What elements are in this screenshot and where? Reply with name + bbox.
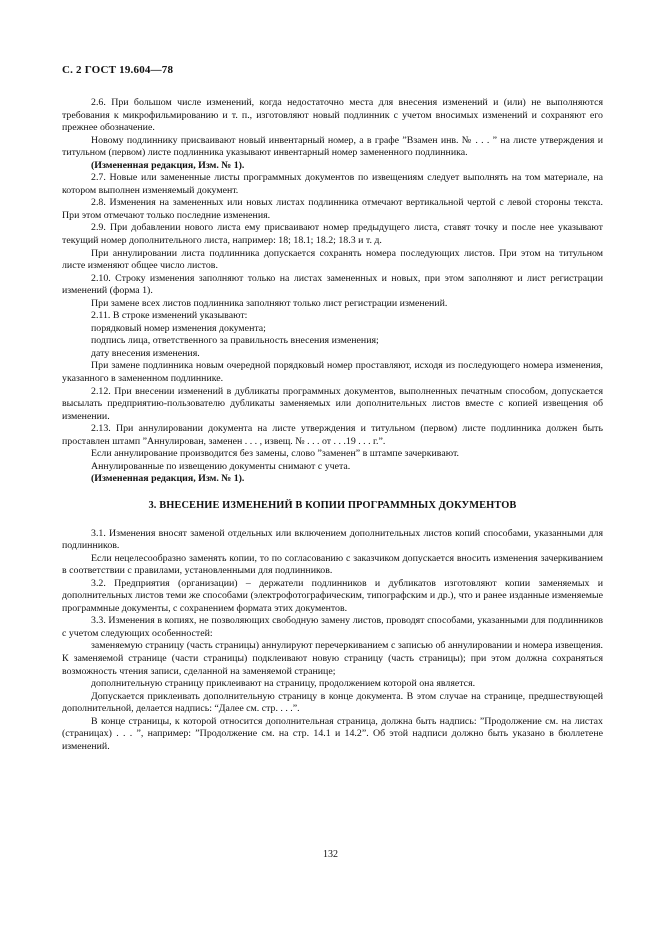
list-item: дату внесения изменения.: [91, 347, 200, 359]
paragraph-2-10: 2.10. Строку изменения заполняют только на листах замененных и новых, при этом заполняют и лист регистрации изменений (форма 1).: [62, 272, 603, 297]
section-title: 3. ВНЕСЕНИЕ ИЗМЕНЕНИЙ В КОПИИ ПРОГРАММНЫХ ДОКУМЕНТОВ: [148, 499, 517, 511]
paragraph-3-3: 3.3. Изменения в копиях, не позволяющих свободную замену листов, проводят способами, указанными для подлинников с учетом следующих особенностей:: [62, 615, 603, 639]
paragraph-annul-sheet: При аннулировании листа подлинника допускается сохранять номера последующих листов. При этом на титульном листе изменяют общее число листов.: [62, 247, 603, 272]
edition-note: (Измененная редакция, Изм. № 1).: [91, 473, 245, 485]
paragraph-new-inventory: Новому подлиннику присваивают новый инвентарный номер, а в графе ”Взамен инв. № . . . ” на листе утверждения и титульном (первом) листе подлинника указывают инвентарный номер замененного подлинника.: [62, 134, 603, 159]
paragraph-2-11: 2.11. В строке изменений указывают:: [91, 310, 248, 322]
paragraph-additional-page: дополнительную страницу приклеивают на страницу, продолжением которой она является.: [91, 678, 476, 690]
list-item: порядковый номер изменения документа;: [91, 322, 266, 334]
paragraph-2-9: 2.9. При добавлении нового листа ему присваивают номер предыдущего листа, ставят точку и после нее указывают текущий номер дополнительного листа, например: 18; 18.1; 18.2; 18.3 и т. д.: [62, 222, 603, 247]
paragraph-2-7: 2.7. Новые или замененные листы программных документов по извещениям следует выполнять на том материале, на котором выполнен изменяемый документ.: [62, 172, 603, 196]
paragraph-2-13: 2.13. При аннулировании документа на листе утверждения и титульном (первом) листе подлинника должен быть проставлен штамп ”Аннулирован, заменен . . . , извещ. № . . . от . . .19 . . . г.”.: [62, 423, 603, 447]
paragraph-annulled-removed: Аннулированные по извещению документы снимают с учета.: [91, 460, 351, 472]
document-body: [62, 97, 603, 753]
edition-note: (Измененная редакция, Изм. № 1).: [91, 159, 245, 171]
paragraph-2-6: 2.6. При большом числе изменений, когда недостаточно места для внесения изменений и (или) не выполняются требования к микрофильмированию и т. п., изготовляют новый подлинник с учетом вносимых изменений и сохраняют его прежнее обозначение.: [62, 97, 603, 134]
list-item: подпись лица, ответственного за правильность внесения изменения;: [91, 335, 379, 347]
paragraph-end-of-doc: Допускается приклеивать дополнительную страницу в конце документа. В этом случае на странице, предшествующей дополнительной, делается надпись: “Далее см. стр. . . .”.: [62, 690, 603, 715]
paragraph-3-2: 3.2. Предприятия (организации) – держатели подлинников и дубликатов изготовляют копии заменяемых и дополнительных листов теми же способами (электрофотографическим, типографским и др.), что и ранее изданные изменяемые программные документы, с сохранением формата этих документов.: [62, 577, 603, 614]
page-number: 132: [323, 849, 338, 860]
paragraph-2-12: 2.12. При внесении изменений в дубликаты программных документов, выполненных печатным способом, допускается высылать предприятию-пользователю дубликаты заменяемых или дополнительных листов вместе с копией извещения об изменении.: [62, 385, 603, 422]
paragraph-replaced-page: заменяемую страницу (часть страницы) аннулируют перечеркиванием с записью об аннулировании и номера извещения. К заменяемой странице (части страницы) подклеивают новую страницу (часть страницы); при этом должна сохраняться возможность чтения записи, сделанной на заменяемой странице;: [62, 640, 603, 677]
paragraph-end-of-page: В конце страницы, к которой относится дополнительная страница, должна быть надпись: ”Продолжение см. на листах (страницах) . . . ”, например: ”Продолжение см. на стр. 14.1 и 14.2”. Об этой надписи должно быть указано в бюллетене изменений.: [62, 715, 603, 752]
paragraph-replace-all: При замене всех листов подлинника заполняют только лист регистрации изменений.: [91, 297, 448, 309]
paragraph-annul-no-replace: Если аннулирование производится без замены, слово ”заменен” в штампе зачеркивают.: [91, 448, 459, 460]
paragraph-inexpedient: Если нецелесообразно заменять копии, то по согласованию с заказчиком допускается вносить изменения зачеркиванием в соответствии с правилами, установленными для подлинников.: [62, 552, 603, 577]
paragraph-replace-original: При замене подлинника новым очередной порядковый номер проставляют, исходя из последующего номера изменения, указанного в замененном подлиннике.: [62, 360, 603, 385]
paragraph-2-8: 2.8. Изменения на замененных или новых листах подлинника отмечают вертикальной чертой с левой стороны текста. При этом отмечают только последние изменения.: [62, 197, 603, 221]
paragraph-3-1: 3.1. Изменения вносят заменой отдельных или включением дополнительных листов копий способами, указанными для подлинников.: [62, 527, 603, 552]
page-header: С. 2 ГОСТ 19.604—78: [62, 64, 174, 76]
